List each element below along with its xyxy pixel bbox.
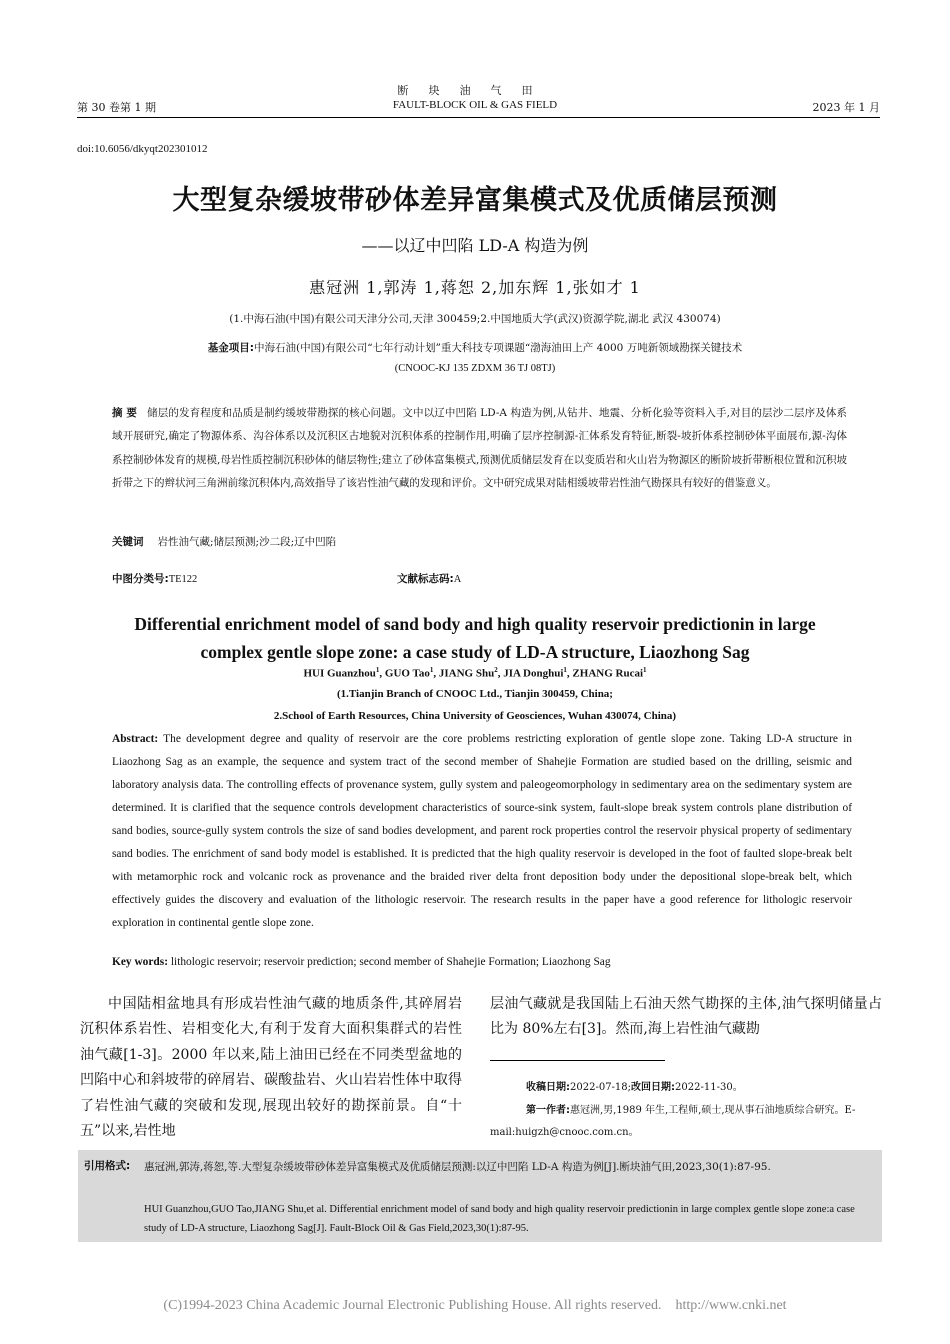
citation-label: 引用格式: — [84, 1160, 131, 1172]
keywords-en — [112, 956, 611, 968]
author-en: GUO Tao — [384, 667, 430, 680]
title-cn: 大型复杂缓坡带砂体差异富集模式及优质储层预测 — [172, 185, 778, 216]
first-author-note — [490, 1100, 882, 1144]
affiliations-cn: (1.中海石油(中国)有限公司天津分公司,天津 300459;2.中国地质大学(武汉)资源学院,湖北 武汉 430074) — [229, 313, 721, 325]
keywords-en-text: lithologic reservoir; reservoir prediction; second member of Shahejie Formation; Liaozhong Sag — [170, 956, 611, 968]
abstract-en — [112, 728, 852, 935]
abstract-cn — [112, 402, 847, 495]
first-author-label: 第一作者: — [526, 1105, 570, 1116]
author-en: JIANG Shu — [438, 667, 495, 680]
keywords-en-label: Key words: — [112, 956, 168, 968]
body-text-right: 层油气藏就是我国陆上石油天然气勘探的主体,油气探明储量占比为 80%左右[3]。然而,海上岩性油气藏勘 — [490, 996, 882, 1038]
abstract-cn-text: 储层的发育程度和品质是制约缓坡带勘探的核心问题。文中以辽中凹陷 LD-A 构造为例,从钻井、地震、分析化验等资料入手,对目的层沙二层序及体系域开展研究,确定了物源体系、沟谷体系以及沉积区古地貌对沉积体系的控制作用,明确了层序控制源-汇体系发育特征,断裂-坡折体系控制砂体平面展布,源-沟体系控制砂体发育的规模,母岩性质控制沉积砂体的储层物性;建立了砂体富集模式,预测优质储层发育在以变质岩和火山岩为物源区的断阶坡折带断根位置和沉积坡折带之下的辫状河三角洲前缘沉积体内,高效指导了该岩性油气藏的发现和评价。文中研究成果对陆相缓坡带岩性油气勘探具有较好的借鉴意义。 — [112, 407, 847, 489]
author-en: HUI Guanzhou — [303, 667, 376, 680]
publication-date: 2023 年 1 月 — [812, 101, 880, 114]
affiliation-en-2: 2.School of Earth Resources, China University of Geosciences, Wuhan 430074, China) — [273, 710, 677, 722]
doc-code-value: A — [453, 574, 462, 585]
received-dates — [526, 1078, 743, 1093]
volume-issue: 第 30 卷第 1 期 — [77, 101, 156, 114]
citation-cn: 惠冠洲,郭涛,蒋恕,等.大型复杂缓坡带砂体差异富集模式及优质储层预测:以辽中凹陷 LD-A 构造为例[J].断块油气田,2023,30(1):87-95. — [144, 1161, 771, 1173]
doc-code-label: 文献标志码: — [397, 573, 454, 585]
abstract-en-text: The development degree and quality of reservoir are the core problems restricting exploration of gentle slope zone. Taking LD-A structure in Liaozhong Sag as an example, the sequence and system tract of the second member of Shahejie Formation are studied based on the drilling, seismic and laboratory analysis data. The controlling effects of provenance system, gully system and paleogeomorphology in sedimentary area on the sedimentary system are determined. It is clarified that the sequence controls development characteristics of source-sink system, fault-slope break system controls plane distribution of sand bodies, source-gully system controls the size of sand bodies development, and parent rock properties control the reservoir physical property of sedimentary sand bodies. The enrichment of sand body model is established. It is predicted that the high quality reservoir is developed in the foot of faulted slope-break belt with metamorphic rock and volcanic rock as provenance and the braided river delta front deposition body under the depositional slope-break belt, which effectively guides the discovery and evaluation of the lithologic reservoir. The research results in the paper have a good reference for lithologic reservoir exploration in continental gentle slope zone. — [112, 733, 852, 929]
journal-name-cn: 断块油气田 — [397, 84, 553, 97]
title-en — [0, 610, 950, 666]
author-en: JIA Donghui — [503, 667, 564, 680]
journal-name-en: FAULT-BLOCK OIL & GAS FIELD — [392, 99, 558, 111]
subtitle-cn: ——以辽中凹陷 LD-A 构造为例 — [361, 236, 589, 255]
fund-text: 中海石油(中国)有限公司“七年行动计划”重大科技专项课题“渤海油田上产 4000 万吨新领域勘探关键技术 — [254, 342, 743, 354]
first-author-text: 惠冠洲,男,1989 年生,工程师,硕士,现从事石油地质综合研究。E-mail:huigzh@cnooc.com.cn。 — [490, 1105, 856, 1138]
fund-line — [0, 340, 950, 355]
author-en: ZHANG Rucai — [572, 667, 644, 680]
authors-cn: 惠冠洲 1,郭涛 1,蒋恕 2,加东辉 1,张如才 1 — [309, 278, 641, 297]
authors-en: HUI Guanzhou$^1$, GUO Tao$^1$, JIANG Shu$^2$, JIA Donghui$^1$, ZHANG Rucai$^1$ — [303, 666, 647, 680]
keywords-cn-text: 岩性油气藏;储层预测;沙二段;辽中凹陷 — [157, 536, 337, 548]
citation-en: HUI Guanzhou,GUO Tao,JIANG Shu,et al. Differential enrichment model of sand body and high quality reservoir predictionin in large complex gentle slope zone:a case study of LD-A structure, Liaozhong Sag[J]. Fault-Block Oil & Gas Field,2023,30(1):87-95. — [144, 1204, 855, 1234]
abstract-cn-label: 摘 要 — [112, 407, 138, 419]
abstract-en-label: Abstract: — [112, 733, 159, 745]
received-date: 2022-07-18; — [570, 1082, 632, 1093]
footnote-rule — [490, 1060, 665, 1061]
copyright-footer: (C)1994-2023 China Academic Journal Electronic Publishing House. All rights reserved. http://www.cnki.net — [163, 1298, 787, 1313]
revised-label: 改回日期: — [631, 1082, 676, 1093]
received-label: 收稿日期: — [526, 1082, 570, 1093]
header-rule — [77, 117, 880, 118]
affiliation-en-1: (1.Tianjin Branch of CNOOC Ltd., Tianjin 300459, China; — [337, 688, 613, 700]
revised-date: 2022-11-30。 — [675, 1082, 743, 1093]
clc-value: TE122 — [168, 574, 198, 585]
document-code — [397, 571, 461, 586]
keywords-cn — [112, 534, 336, 549]
fund-label: 基金项目: — [207, 342, 254, 354]
title-en-line1: Differential enrichment model of sand body and high quality reservoir predictionin in large — [134, 614, 816, 634]
clc-label: 中图分类号: — [112, 573, 169, 585]
clc-number — [112, 571, 197, 586]
keywords-cn-label: 关键词 — [112, 536, 144, 548]
body-text-left: 中国陆相盆地具有形成岩性油气藏的地质条件,其碎屑岩沉积体系岩性、岩相变化大,有利于发育大面积集群式的岩性油气藏[1-3]。2000 年以来,陆上油田已经在不同类型盆地的凹陷中心和斜坡带的碎屑岩、碳酸盐岩、火山岩岩性体中取得了岩性油气藏的突破和发现,展现出较好的勘探前景。自“十五”以来,岩性地 — [80, 996, 462, 1140]
doi: doi:10.6056/dkyqt202301012 — [77, 143, 208, 155]
title-en-line2: complex gentle slope zone: a case study of LD-A structure, Liaozhong Sag — [200, 642, 750, 662]
fund-code: (CNOOC-KJ 135 ZDXM 36 TJ 08TJ) — [394, 363, 556, 374]
